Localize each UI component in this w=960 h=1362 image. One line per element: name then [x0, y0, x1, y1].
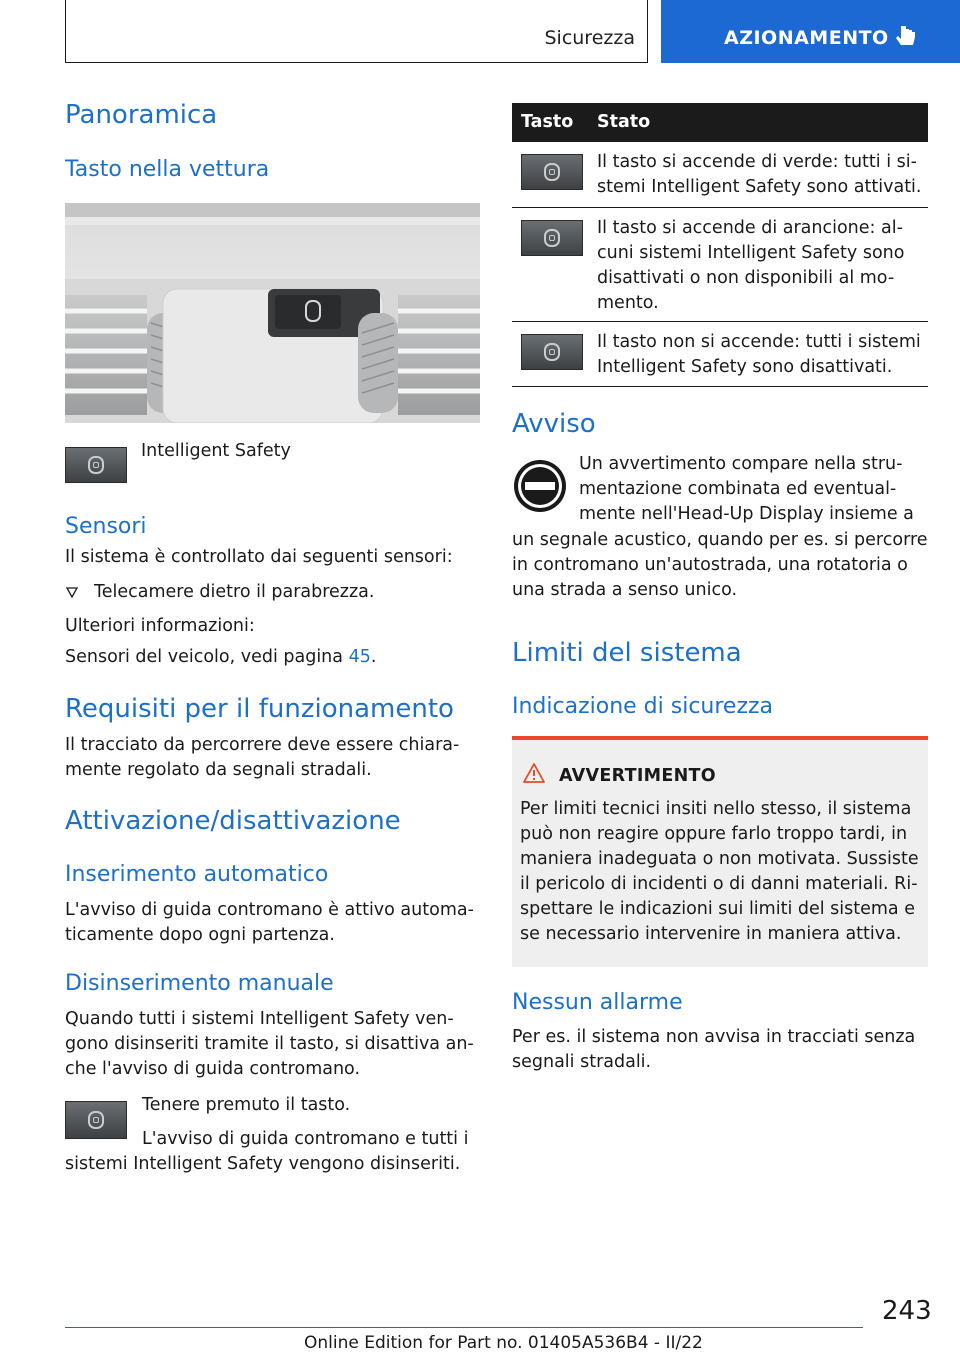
row-line: cuni sistemi Intelligent Safety sono [597, 243, 905, 263]
warning-line-2: mentazione combinata ed eventual- [579, 479, 897, 499]
warning-line-3: mente nell'Head-Up Display insieme a [579, 504, 914, 524]
row-state-text [597, 216, 927, 316]
hold-result-2: sistemi Intelligent Safety vengono disinseriti. [65, 1154, 461, 1174]
warning-box-line: Per limiti tecnici insiti nello stesso, il sistema [520, 799, 912, 819]
warning-box-line: può non reagire oppure farlo troppo tardi, in [520, 824, 908, 844]
button-off-graphic [521, 334, 583, 370]
warning-box-line: maniera inadeguata o non motivata. Sussiste [520, 849, 919, 869]
no-alarm-line-1: Per es. il sistema non avvisa in tracciati senza [512, 1027, 916, 1047]
intelligent-safety-button-graphic-2 [65, 1101, 127, 1139]
sensors-page-link[interactable]: 45 [348, 647, 371, 667]
warning-box-line: il pericolo di incidenti o di danni materiali. Ri- [520, 874, 918, 894]
reference-period: . [370, 647, 377, 667]
requirements-line-2: mente regolato da segnali stradali. [65, 760, 372, 780]
footer-divider [65, 1327, 863, 1328]
header-chapter-tab [661, 0, 960, 63]
bullet-triangle-icon [65, 585, 79, 599]
heading-requirements: Requisiti per il funzionamento [65, 694, 454, 724]
intelligent-safety-button-graphic [65, 447, 127, 483]
table-row [512, 322, 928, 387]
auto-line-1: L'avviso di guida contromano è attivo automa- [65, 900, 474, 920]
warning-line-5: in contromano un'autostrada, una rotatoria o [512, 555, 908, 575]
heading-auto-activation: Inserimento automatico [65, 862, 329, 887]
button-state-table [512, 103, 928, 387]
sensors-intro: Il sistema è controllato dai seguenti sensori: [65, 547, 453, 567]
warning-box [512, 736, 928, 967]
sensors-reference-text: Sensori del veicolo, vedi pagina [65, 647, 349, 667]
intelligent-safety-icon [88, 1111, 104, 1129]
page-number: 243 [882, 1296, 932, 1326]
manual-line-2: gono disinseriti tramite il tasto, si disattiva an- [65, 1034, 474, 1054]
heading-system-limits: Limiti del sistema [512, 638, 742, 668]
row-line: mento. [597, 293, 659, 313]
column-header-button: Tasto [521, 112, 574, 132]
bullet-marker [65, 582, 79, 607]
heading-manual-deactivation: Disinserimento manuale [65, 971, 334, 996]
intelligent-safety-icon [544, 229, 560, 247]
intelligent-safety-icon [544, 163, 560, 181]
heading-button-in-car: Tasto nella vettura [65, 157, 270, 182]
no-entry-icon [512, 458, 568, 514]
hold-instruction: Tenere premuto il tasto. [142, 1095, 351, 1115]
no-alarm-line-2: segnali stradali. [512, 1052, 652, 1072]
sensors-bullet: Telecamere dietro il parabrezza. [94, 582, 375, 602]
manual-line-1: Quando tutti i sistemi Intelligent Safety ven- [65, 1009, 454, 1029]
intelligent-safety-icon [544, 343, 560, 361]
warning-line-4: un segnale acustico, quando per es. si percorre [512, 530, 928, 550]
row-line: Il tasto si accende di verde: tutti i si- [597, 152, 917, 172]
row-state-text [597, 330, 927, 380]
requirements-line-1: Il tracciato da percorrere deve essere chiara- [65, 735, 460, 755]
manual-line-3: che l'avviso di guida contromano. [65, 1059, 361, 1079]
row-line: stemi Intelligent Safety sono attivati. [597, 177, 922, 197]
footer-edition: Online Edition for Part no. 01405A536B4 - II/22 [304, 1333, 703, 1353]
button-green-graphic [521, 154, 583, 190]
dashboard-photo [65, 203, 480, 423]
heading-warning: Avviso [512, 409, 596, 439]
auto-line-2: ticamente dopo ogni partenza. [65, 925, 335, 945]
row-line: Intelligent Safety sono disattivati. [597, 357, 893, 377]
column-header-state: Stato [597, 112, 651, 132]
header-chapter: AZIONAMENTO [724, 27, 889, 49]
table-row [512, 208, 928, 322]
warning-box-line: spettare le indicazioni sui limiti del sistema e [520, 899, 915, 919]
warning-box-body [520, 797, 922, 947]
warning-triangle-icon [522, 762, 546, 784]
intelligent-safety-icon [88, 456, 104, 474]
warning-box-line: se necessario intervenire in maniera attiva. [520, 924, 902, 944]
more-info-label: Ulteriori informazioni: [65, 616, 255, 636]
row-state-text [597, 150, 927, 200]
pointing-hand-icon [895, 24, 917, 50]
button-orange-graphic [521, 220, 583, 256]
button-caption: Intelligent Safety [141, 441, 291, 461]
heading-safety-notice: Indicazione di sicurezza [512, 694, 774, 719]
heading-sensors: Sensori [65, 514, 147, 539]
row-line: disattivati o non disponibili al mo- [597, 268, 895, 288]
row-line: Il tasto si accende di arancione: al- [597, 218, 903, 238]
table-header [512, 103, 928, 142]
warning-line-6: una strada a senso unico. [512, 580, 738, 600]
warning-box-title: AVVERTIMENTO [559, 766, 716, 786]
warning-line-1: Un avvertimento compare nella stru- [579, 454, 903, 474]
row-line: Il tasto non si accende: tutti i sistemi [597, 332, 921, 352]
heading-no-alarm: Nessun allarme [512, 990, 683, 1015]
sensors-reference [65, 645, 376, 670]
table-row [512, 142, 928, 208]
hold-result-1: L'avviso di guida contromano e tutti i [142, 1129, 469, 1149]
header-section: Sicurezza [544, 27, 635, 49]
title-overview: Panoramica [65, 100, 218, 130]
heading-activation: Attivazione/disattivazione [65, 806, 401, 836]
